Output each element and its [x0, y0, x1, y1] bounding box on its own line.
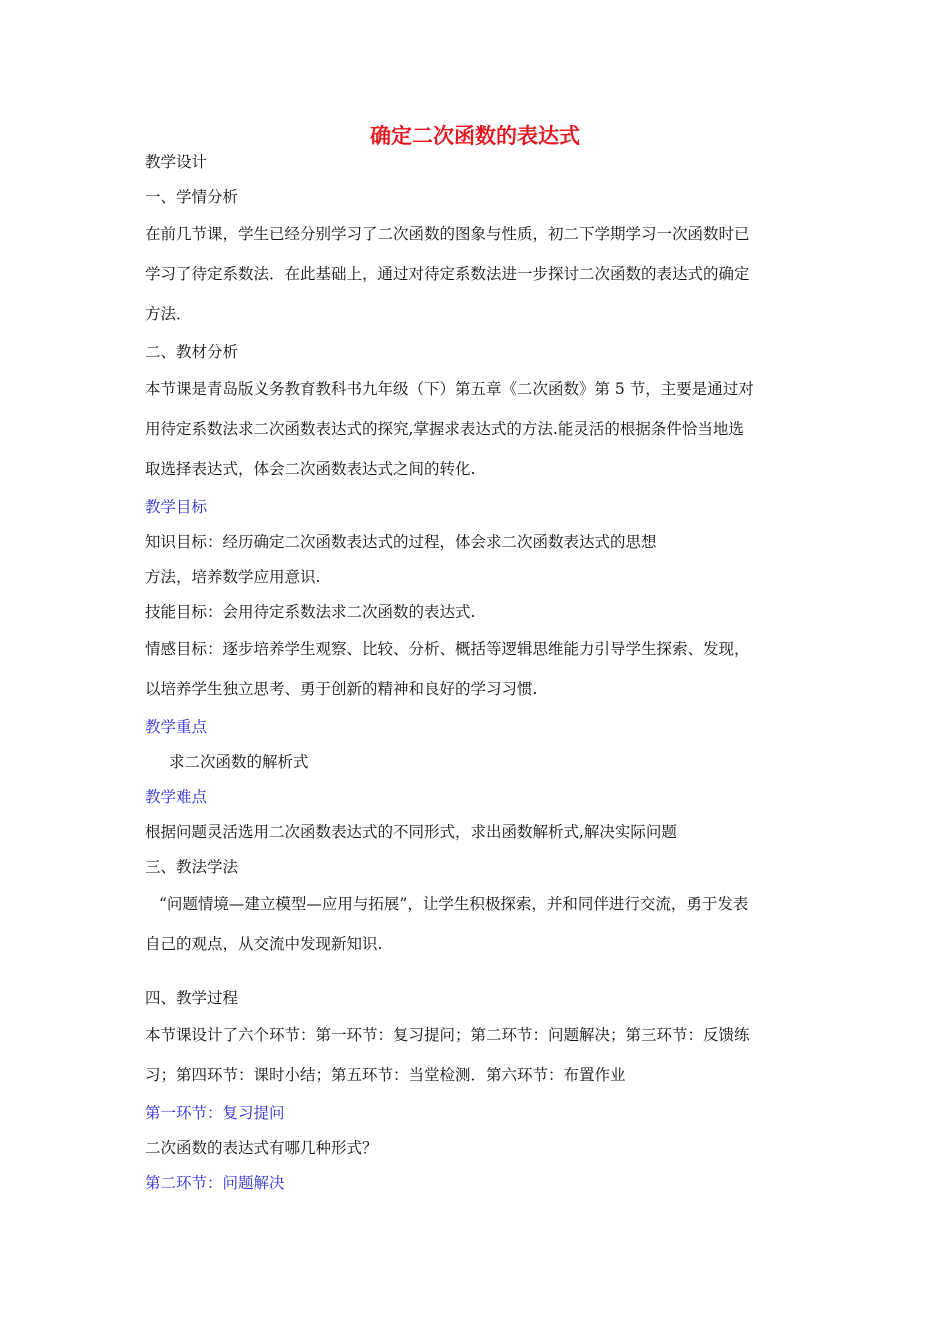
spacer: [145, 968, 810, 984]
paragraph-line: 以培养学生独立思考、勇于创新的精神和良好的学习习惯.: [145, 680, 538, 698]
paragraph-line: 二次函数的表达式有哪几种形式？: [145, 1139, 378, 1157]
paragraph-line: 本节课是青岛版义务教育教科书九年级（下）第五章《二次函数》第 5 节，主要是通过对: [145, 380, 754, 398]
paragraph-line: 二、教材分析: [145, 343, 239, 361]
paragraph-line: 教学设计: [145, 153, 208, 171]
paragraph-line: 四、教学过程: [145, 989, 239, 1007]
paragraph-line: 求二次函数的解析式: [169, 753, 309, 771]
section-heading: 教学难点: [145, 788, 208, 806]
section-heading: 教学目标: [145, 498, 208, 516]
paragraph-line: 方法．: [145, 305, 192, 323]
section-heading: 教学重点: [145, 718, 208, 736]
paragraph-line: 方法，培养数学应用意识.: [145, 568, 321, 586]
paragraph-line: 在前几节课，学生已经分别学习了二次函数的图象与性质，初二下学期学习一次函数时已: [145, 225, 750, 243]
paragraph-line: 取选择表达式，体会二次函数表达式之间的转化.: [145, 460, 476, 478]
section-heading: 第一环节：复习提问: [145, 1104, 285, 1122]
section-heading: 第二环节：问题解决: [145, 1174, 285, 1192]
paragraph-line: 三、教法学法: [145, 858, 239, 876]
document-title: 确定二次函数的表达式: [370, 124, 580, 148]
paragraph-line: 一、学情分析: [145, 188, 239, 206]
paragraph-line: 用待定系数法求二次函数表达式的探究,掌握求表达式的方法.能灵活的根据条件恰当地选: [145, 420, 744, 438]
paragraph-line: 情感目标：逐步培养学生观察、比较、分析、概括等逻辑思维能力引导学生探索、发现，: [145, 640, 750, 658]
paragraph-line: 本节课设计了六个环节：第一环节：复习提问；第二环节：问题解决；第三环节：反馈练: [145, 1026, 750, 1044]
document-body: [145, 148, 810, 1204]
paragraph-line: 习；第四环节：课时小结；第五环节：当堂检测．第六环节：布置作业: [145, 1066, 626, 1084]
paragraph-line: 知识目标：经历确定二次函数表达式的过程，体会求二次函数表达式的思想: [145, 533, 657, 551]
paragraph-line: 技能目标：会用待定系数法求二次函数的表达式.: [145, 603, 476, 621]
paragraph-line: “问题情境—建立模型—应用与拓展”，让学生积极探索，并和同伴进行交流，勇于发表: [159, 895, 749, 913]
paragraph-line: 学习了待定系数法．在此基础上，通过对待定系数法进一步探讨二次函数的表达式的确定: [145, 265, 750, 283]
paragraph-line: 自己的观点，从交流中发现新知识.: [145, 935, 383, 953]
paragraph-line: 根据问题灵活选用二次函数表达式的不同形式，求出函数解析式,解决实际问题: [145, 823, 677, 841]
